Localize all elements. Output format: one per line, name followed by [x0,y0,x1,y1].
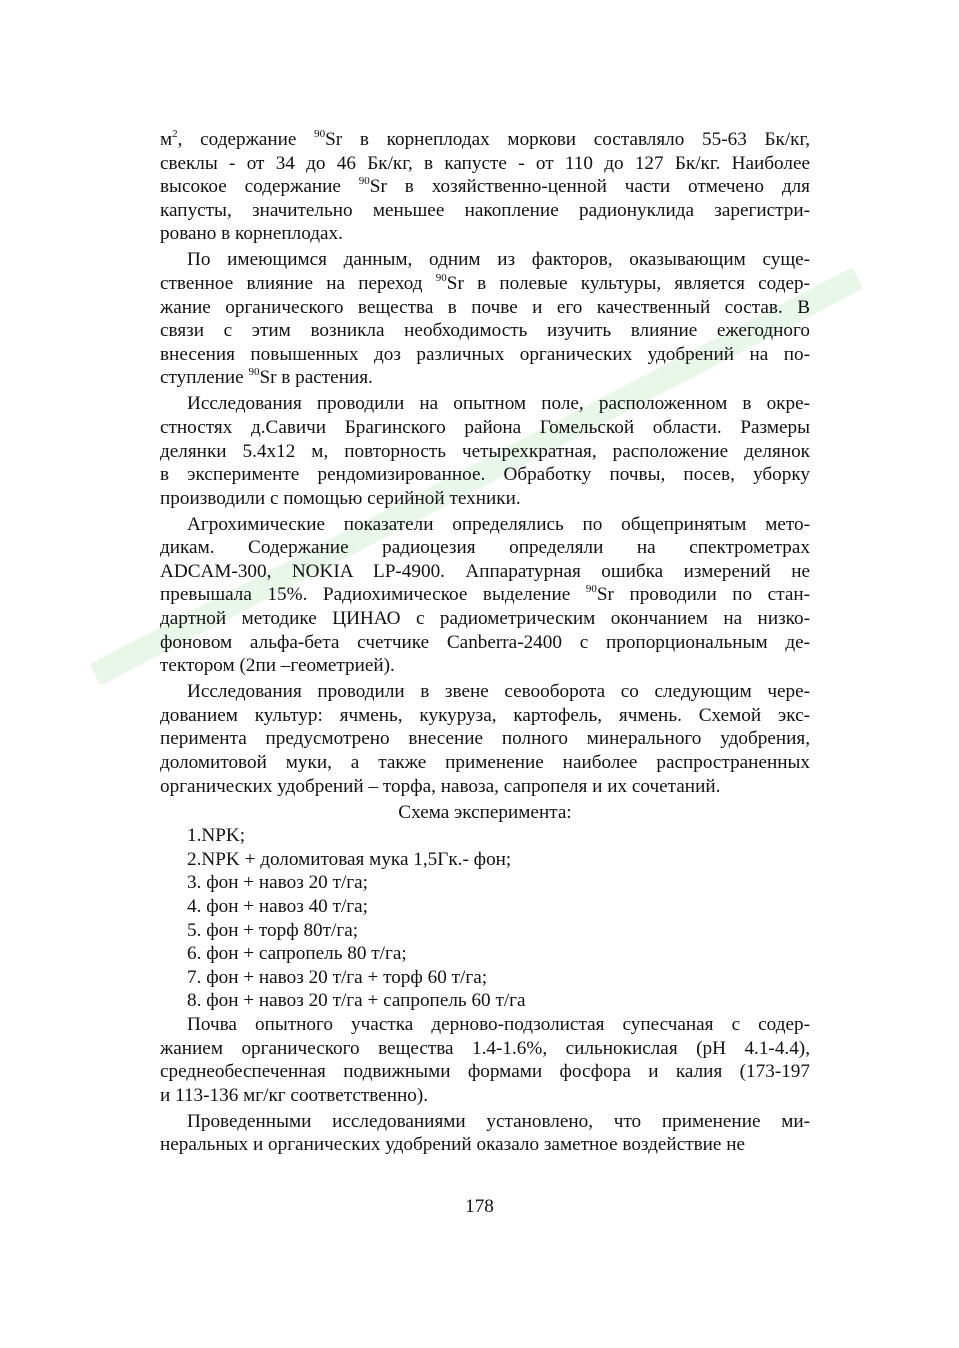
text-line: $м^2$, содержание $^{90}$Sr в корнеплодах моркови составляло 55-63 Бк/кг, [160,128,811,150]
text-line: высокое содержание $^{90}$Sr в хозяйственно-ценной части отмечено для [160,175,810,198]
superscript: 90 [585,583,597,596]
text-line: Исследования проводили в звене севооборота со следующим чере- [187,681,810,703]
paragraph [160,1110,810,1157]
text-line: По имеющимся данным, одним из факторов, оказывающим суще- [187,249,810,271]
text-line: дованием культур: ячмень, кукуруза, картофель, ячмень. Схемой экс- [160,704,810,726]
paragraph [160,680,810,798]
text-line: стностях д.Савичи Брагинского района Гомельской области. Размеры [160,416,810,438]
page-number: 178 [465,1196,494,1217]
text-line: дикам. Содержание радиоцезия определяли на спектрометрах [160,537,810,559]
text-line: и 113-136 мг/кг соответственно). [160,1084,429,1106]
superscript: 90 [358,175,370,188]
superscript: 2 [172,128,178,140]
text-line: Почва опытного участка дерново-подзолистая супесчаная с содер- [187,1013,810,1035]
scheme-list-item: 7. фон + навоз 20 т/га + торф 60 т/га; [187,966,488,988]
superscript: 90 [248,366,260,379]
text-line: ровано в корнеплодах. [160,223,343,245]
text-line: Проведенными исследованиями установлено, что применение ми- [187,1110,810,1132]
paragraph [160,392,810,510]
superscript: 90 [435,271,447,284]
text-line: перимента предусмотрено внесение полного минерального удобрения, [160,728,810,750]
text-line: ственное влияние на переход $^{90}$Sr в полевые культуры, является содер- [160,271,810,294]
paragraph [160,248,810,390]
scheme-list [160,824,810,1013]
text-line: капусты, значительно меньшее накопление радионуклида зарегистри- [160,199,810,221]
paragraph [160,128,810,246]
text-line: дартной методике ЦИНАО с радиометрическим окончанием на низко- [160,608,810,630]
paragraph [160,513,810,678]
text-line: производили с помощью серийной техники. [160,487,521,509]
text-line: ступление $^{90}$Sr в растения. [160,366,373,389]
text-line: жанием органического вещества 1.4-1.6%, сильнокислая (pH 4.1-4.4), [160,1037,810,1059]
text-line: тектором (2пи –геометрией). [160,655,395,677]
paragraph [160,1013,810,1107]
text-line: фоновом альфа-бета счетчике Canberra-2400 с пропорциональным де- [160,631,810,653]
text-line: связи с этим возникла необходимость изучить влияние ежегодного [160,320,810,342]
text-line: делянки 5.4x12 м, повторность четырехкратная, расположение делянок [160,440,810,462]
scheme-title: Схема эксперимента: [398,801,572,823]
text-line: внесения повышенных доз различных органических удобрений на по- [160,343,810,365]
body-text [160,128,810,1159]
scheme-list-item: 3. фон + навоз 20 т/га; [187,872,368,894]
superscript: 90 [314,128,326,140]
text-line: органических удобрений – торфа, навоза, сапропеля и их сочетаний. [160,775,721,797]
text-line: неральных и органических удобрений оказало заметное воздействие не [160,1134,746,1156]
scheme-list-item: 6. фон + сапропель 80 т/га; [187,943,407,965]
scheme-list-item: 8. фон + навоз 20 т/га + сапропель 60 т/га [187,990,526,1012]
scheme-list-item: 2.NPK + доломитовая мука 1,5Гк.- фон; [187,848,512,870]
text-line: Исследования проводили на опытном поле, расположенном в окре- [187,393,810,415]
text-line: среднеобеспеченная подвижными формами фосфора и калия (173-197 [160,1061,810,1083]
text-line: ADCAM-300, NOKIA LP-4900. Аппаратурная ошибка измерений не [160,560,810,582]
text-line: свеклы - от 34 до 46 Бк/кг, в капусте - от 110 до 127 Бк/кг. Наиболее [160,152,810,174]
scheme-list-item: 5. фон + торф 80т/га; [187,919,359,941]
text-line: жание органического вещества в почве и его качественный состав. В [160,296,810,318]
scheme-list-item: 1.NPK; [187,825,246,847]
text-line: доломитовой муки, а также применение наиболее распространенных [160,752,810,773]
scheme-list-item: 4. фон + навоз 40 т/га; [187,895,368,917]
text-line: Агрохимические показатели определялись по общепринятым мето- [187,513,810,535]
text-line: превышала 15%. Радиохимическое выделение $^{90}$Sr проводили по стан- [160,583,810,606]
text-line: в эксперименте рендомизированное. Обработку почвы, посев, уборку [160,464,810,486]
